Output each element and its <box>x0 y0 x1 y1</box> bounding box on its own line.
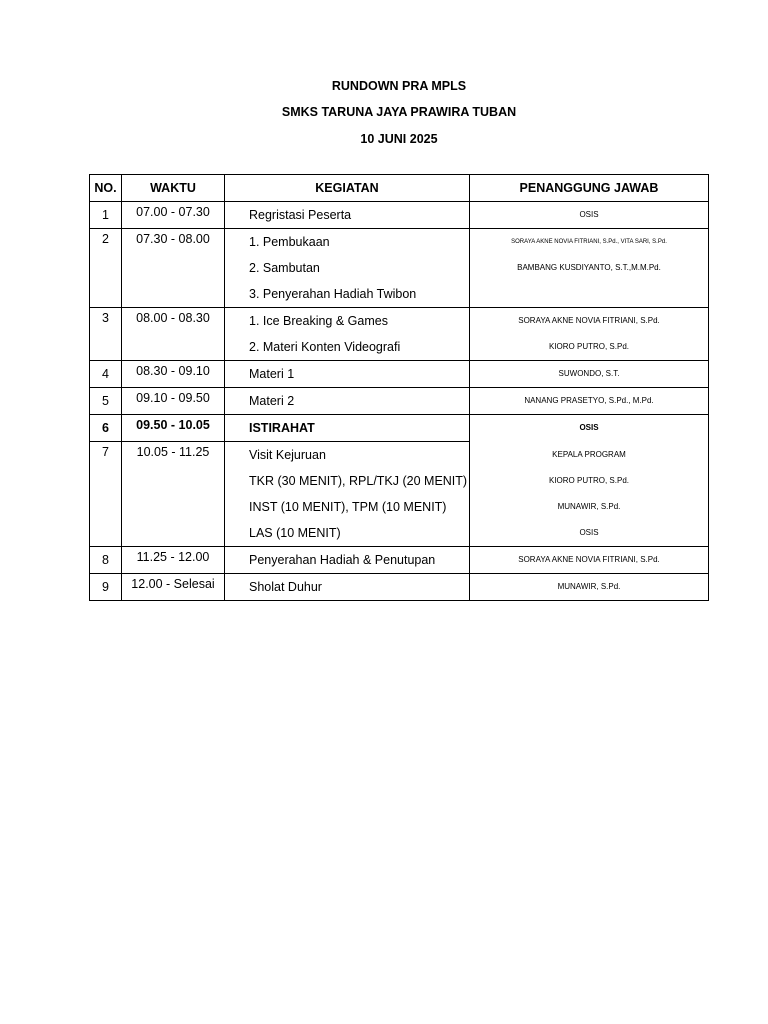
table-row <box>90 361 709 388</box>
table-row <box>90 442 709 547</box>
row-number: 1 <box>90 202 122 229</box>
row-number: 7 <box>90 442 122 547</box>
table-header-row <box>90 175 709 202</box>
row-number: 6 <box>90 415 122 442</box>
row-activity: 1. Pembukaan 2. Sambutan 3. Penyerahan Hadiah Twibon <box>225 229 470 308</box>
row-time: 07.00 - 07.30 <box>122 202 225 229</box>
table-row <box>90 308 709 361</box>
rundown-table <box>89 174 709 601</box>
row-time: 10.05 - 11.25 <box>122 442 225 547</box>
row-number: 8 <box>90 547 122 574</box>
row-pic: NANANG PRASETYO, S.Pd., M.Pd. <box>470 388 709 415</box>
column-header-kegiatan: KEGIATAN <box>225 175 470 202</box>
row-pic: SORAYA AKNE NOVIA FITRIANI, S.Pd. KIORO PUTRO, S.Pd. <box>470 308 709 361</box>
row-activity: Sholat Duhur <box>225 574 470 601</box>
row-activity: ISTIRAHAT <box>225 415 470 442</box>
row-pic: SORAYA AKNE NOVIA FITRIANI, S.Pd. <box>470 547 709 574</box>
row-number: 3 <box>90 308 122 361</box>
row-time: 09.10 - 09.50 <box>122 388 225 415</box>
table-row <box>90 415 709 442</box>
row-number: 2 <box>90 229 122 308</box>
table-row <box>90 547 709 574</box>
row-pic: OSIS <box>470 202 709 229</box>
row-pic: SORAYA AKNE NOVIA FITRIANI, S.Pd., VITA SARI, S.Pd. BAMBANG KUSDIYANTO, S.T.,M.M.Pd. <box>470 229 709 308</box>
document-title: RUNDOWN PRA MPLS <box>331 79 467 93</box>
row-time: 11.25 - 12.00 <box>122 547 225 574</box>
event-date: 10 JUNI 2025 <box>360 132 438 146</box>
row-activity: 1. Ice Breaking & Games 2. Materi Konten Videografi <box>225 308 470 361</box>
row-number: 9 <box>90 574 122 601</box>
table-row <box>90 574 709 601</box>
row-time: 08.00 - 08.30 <box>122 308 225 361</box>
column-header-no: NO. <box>90 175 122 202</box>
row-pic: KEPALA PROGRAM KIORO PUTRO, S.Pd. MUNAWIR, S.Pd. OSIS <box>470 442 709 547</box>
table-row <box>90 229 709 308</box>
school-name: SMKS TARUNA JAYA PRAWIRA TUBAN <box>281 105 517 119</box>
row-time: 09.50 - 10.05 <box>122 415 225 442</box>
table-row <box>90 202 709 229</box>
row-activity: Materi 2 <box>225 388 470 415</box>
row-pic: OSIS <box>470 415 709 442</box>
row-pic: MUNAWIR, S.Pd. <box>470 574 709 601</box>
row-activity: Regristasi Peserta <box>225 202 470 229</box>
row-time: 07.30 - 08.00 <box>122 229 225 308</box>
row-pic: SUWONDO, S.T. <box>470 361 709 388</box>
row-activity: Penyerahan Hadiah & Penutupan <box>225 547 470 574</box>
row-time: 08.30 - 09.10 <box>122 361 225 388</box>
column-header-penanggung-jawab: PENANGGUNG JAWAB <box>470 175 709 202</box>
row-time: 12.00 - Selesai <box>122 574 225 601</box>
table-row <box>90 388 709 415</box>
column-header-waktu: WAKTU <box>122 175 225 202</box>
row-activity: Materi 1 <box>225 361 470 388</box>
row-number: 5 <box>90 388 122 415</box>
row-activity: Visit Kejuruan TKR (30 MENIT), RPL/TKJ (20 MENIT) INST (10 MENIT), TPM (10 MENIT) LAS (10 MENIT) <box>225 442 470 547</box>
row-number: 4 <box>90 361 122 388</box>
